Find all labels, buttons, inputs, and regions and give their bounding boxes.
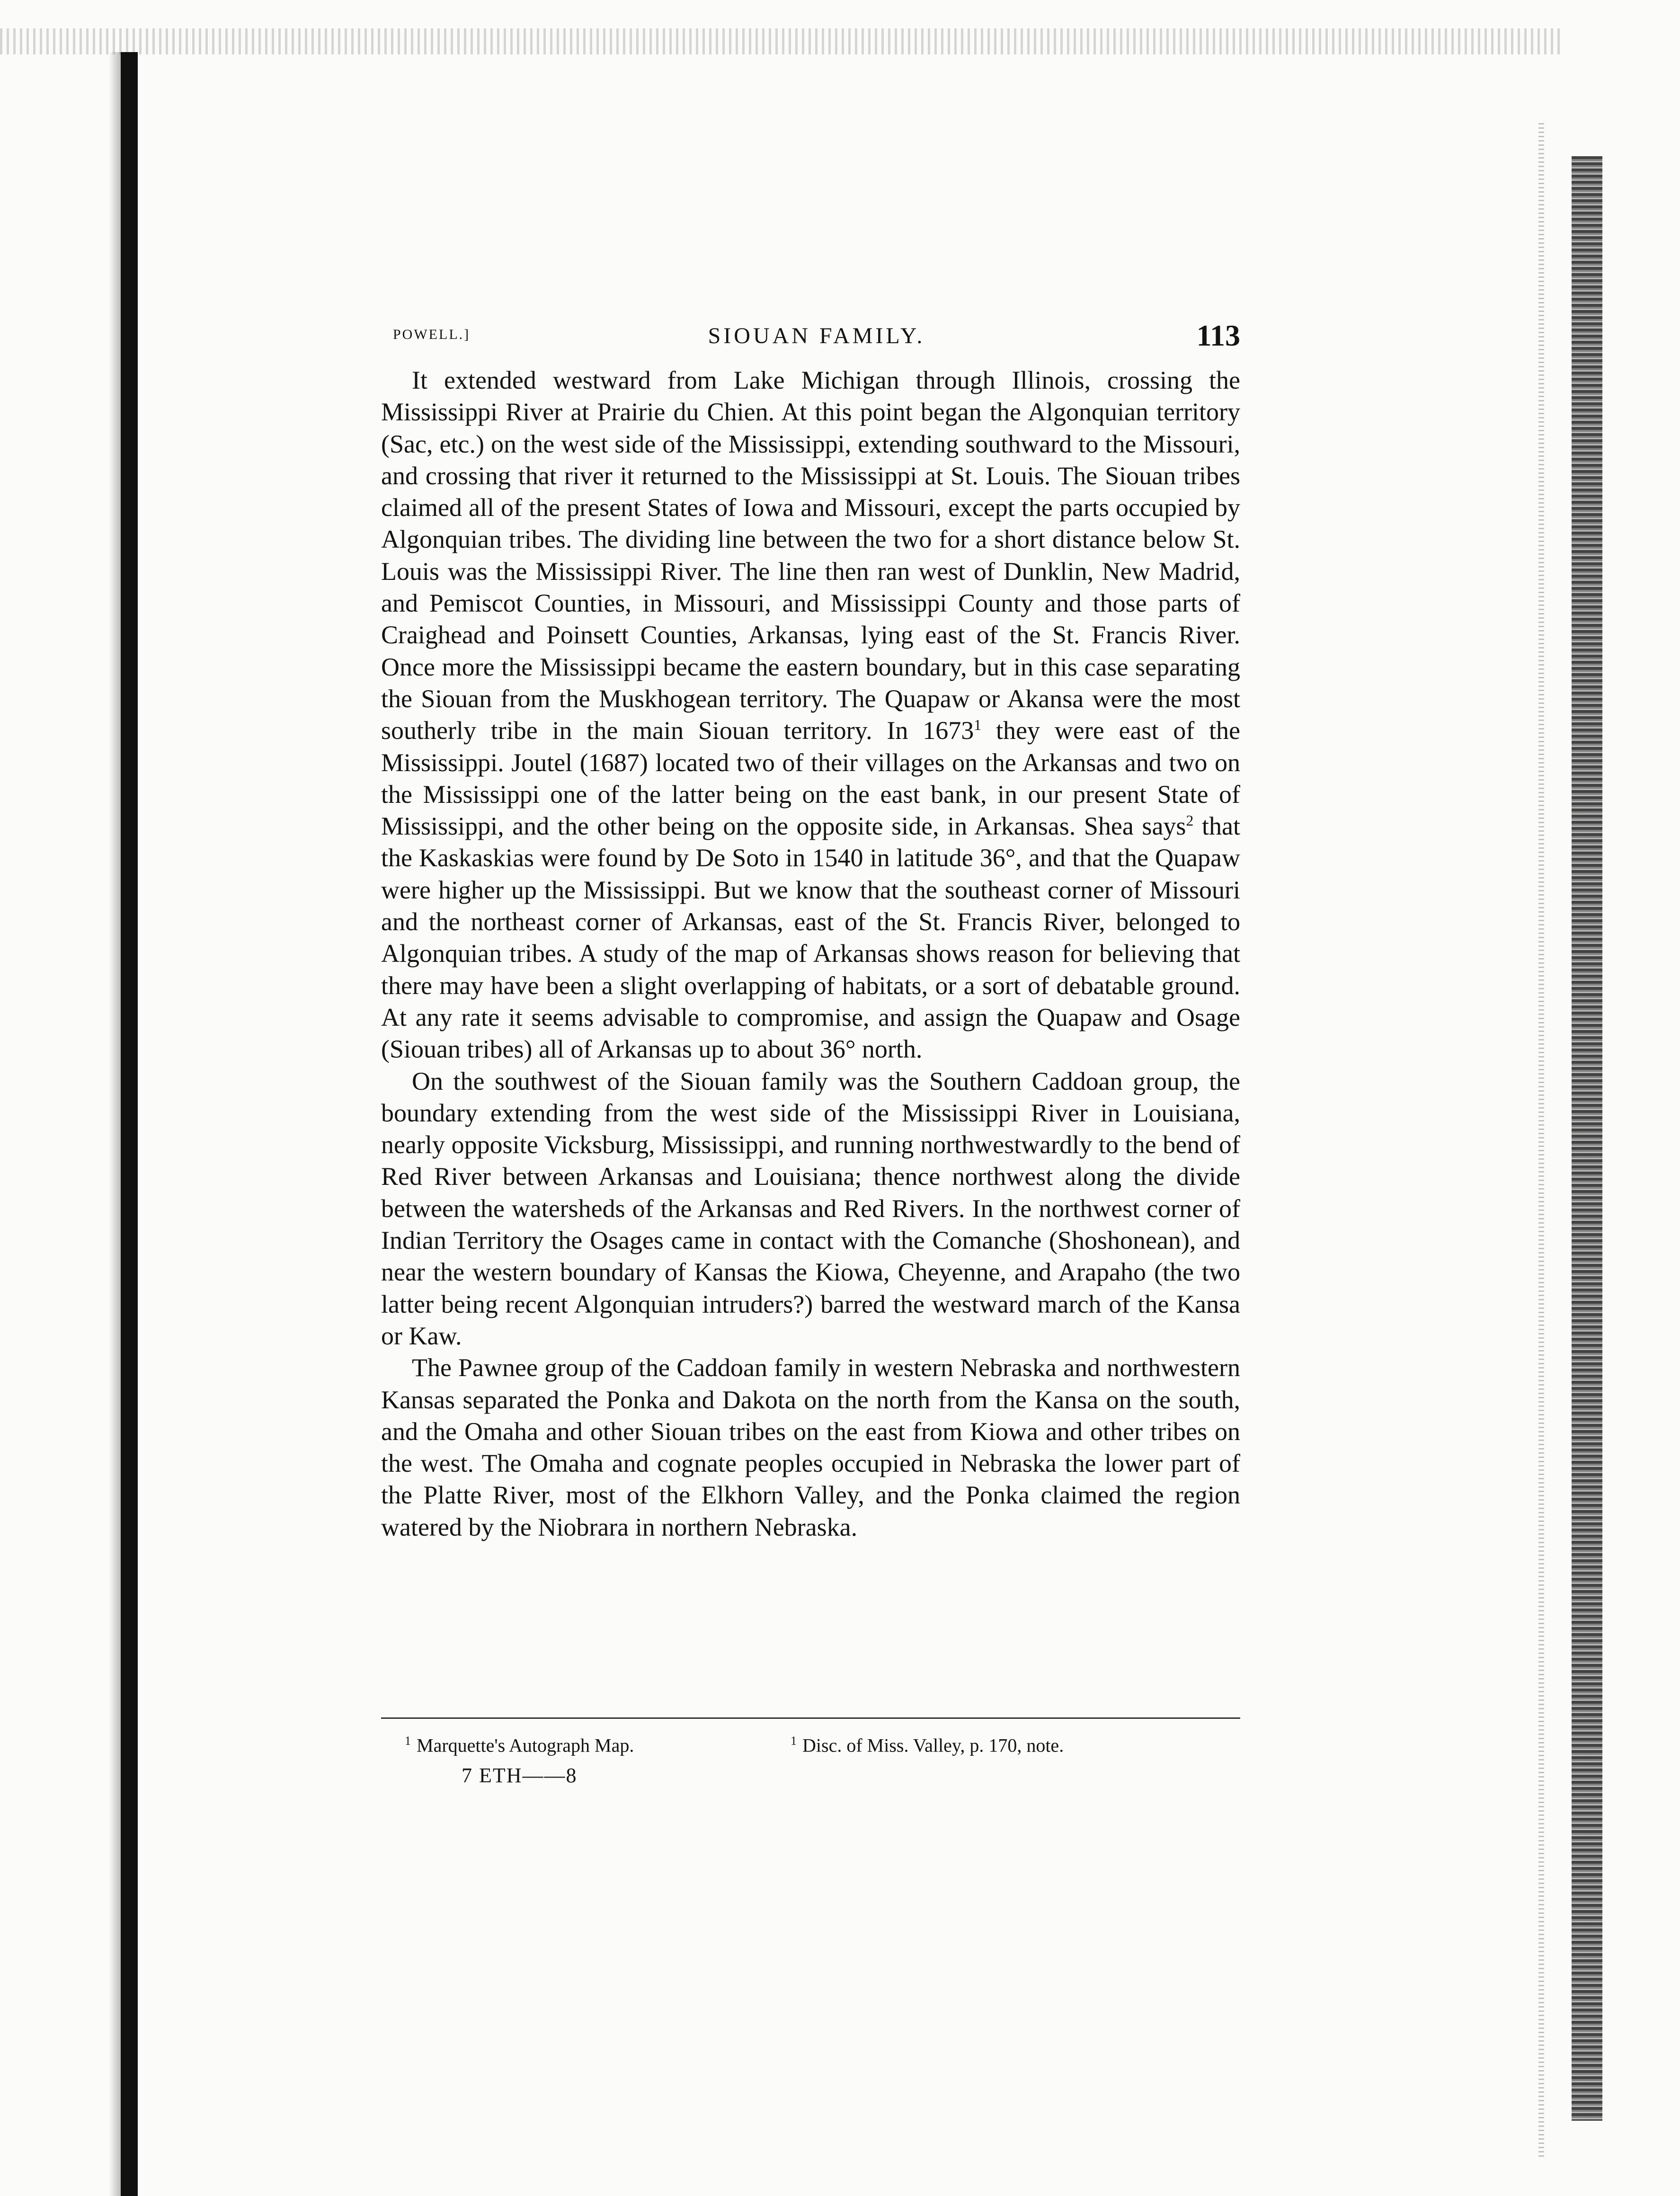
- footnote-rule: [381, 1717, 1240, 1719]
- footnote-2: [791, 1728, 1064, 1759]
- running-head-title: SIOUAN FAMILY.: [708, 323, 925, 348]
- scan-speckle-right: [1538, 123, 1544, 2159]
- footnote-1-text: Marquette's Autograph Map.: [417, 1734, 634, 1756]
- running-head-author: POWELL.]: [393, 327, 471, 342]
- paragraph: [381, 365, 1240, 1066]
- paragraph: [381, 1352, 1240, 1543]
- scan-border-left: [121, 52, 138, 2196]
- scan-border-top: [0, 28, 1562, 54]
- signature-mark: 7 ETH——8: [462, 1764, 578, 1787]
- page-number: 113: [1196, 319, 1240, 352]
- scan-shadow-left: [109, 52, 121, 2196]
- paragraph-text: It extended westward from Lake Michigan through Illinois, crossing the Mississippi River at Prairie du Chien. At this point began the Algonquian territory (Sac, etc.) on the west side of the Mississippi, extending southward to the Missouri, and crossing that river it returned to the Mississippi at St. Louis. The Siouan tribes claimed all of the present States of Iowa and Missouri, except the parts occupied by Algonquian tribes. The dividing line between the two for a short distance below St. Louis was the Mississippi River. The line then ran west of Dunklin, New Madrid, and Pemiscot Counties, in Missouri, and Mississippi County and those parts of Craighead and Poinsett Counties, Arkansas, lying east of the St. Francis River. Once more the Mississippi became the eastern boundary, but in this case separating the Siouan from the Muskhogean territory. The Quapaw or Akansa were the most southerly tribe in the main Siouan territory. In 1673: [381, 366, 1240, 745]
- footnote-1-marker: 1: [405, 1734, 411, 1748]
- paragraph: [381, 1066, 1240, 1352]
- footnote-1: [405, 1728, 634, 1759]
- body-text: [381, 365, 1240, 1543]
- footnote-2-marker: 1: [791, 1734, 797, 1748]
- paragraph-text: On the southwest of the Siouan family was the Southern Caddoan group, the boundary extending from the west side of the Mississippi River in Louisiana, nearly opposite Vicksburg, Mississippi, and running northwestwardly to the bend of Red River between Arkansas and Louisiana; thence northwest along the divide between the watersheds of the Arkansas and Red Rivers. In the northwest corner of Indian Territory the Osages came in contact with the Comanche (Shoshonean), and near the western boundary of Kansas the Kiowa, Cheyenne, and Arapaho (the two latter being recent Algonquian intruders?) barred the westward march of the Kansa or Kaw.: [381, 1067, 1240, 1350]
- paragraph-text: they were east of the Mississippi. Joutel (1687) located two of their villages on the Arkansas and two on the Mississippi one of the latter being on the east bank, in our present State of Mississippi, and the other being on the opposite side, in Arkansas. Shea says: [381, 716, 1241, 841]
- paragraph-text: that the Kaskaskias were found by De Soto in 1540 in latitude 36°, and that the Quapaw were higher up the Mississippi. But we know that the southeast corner of Missouri and the northeast corner of Arkansas, east of the St. Francis River, belonged to Algonquian tribes. A study of the map of Arkansas shows reason for believing that there may have been a slight overlapping of habitats, or a sort of debatable ground. At any rate it seems advisable to compromise, and assign the Quapaw and Osage (Siouan tribes) all of Arkansas up to about 36° north.: [381, 812, 1240, 1064]
- footnote-2-text: Disc. of Miss. Valley, p. 170, note.: [802, 1734, 1064, 1756]
- scan-border-right: [1572, 156, 1602, 2121]
- footnote-reference: 1: [974, 716, 982, 734]
- footnote-reference: 2: [1186, 812, 1194, 829]
- running-head: [393, 318, 1240, 356]
- paragraph-text: The Pawnee group of the Caddoan family in western Nebraska and northwestern Kansas separated the Ponka and Dakota on the north from the Kansa on the south, and the Omaha and other Siouan tribes on the east from Kiowa and other tribes on the west. The Omaha and cognate peoples occupied in Nebraska the lower part of the Platte River, most of the Elkhorn Valley, and the Ponka claimed the region watered by the Niobrara in northern Nebraska.: [381, 1353, 1240, 1541]
